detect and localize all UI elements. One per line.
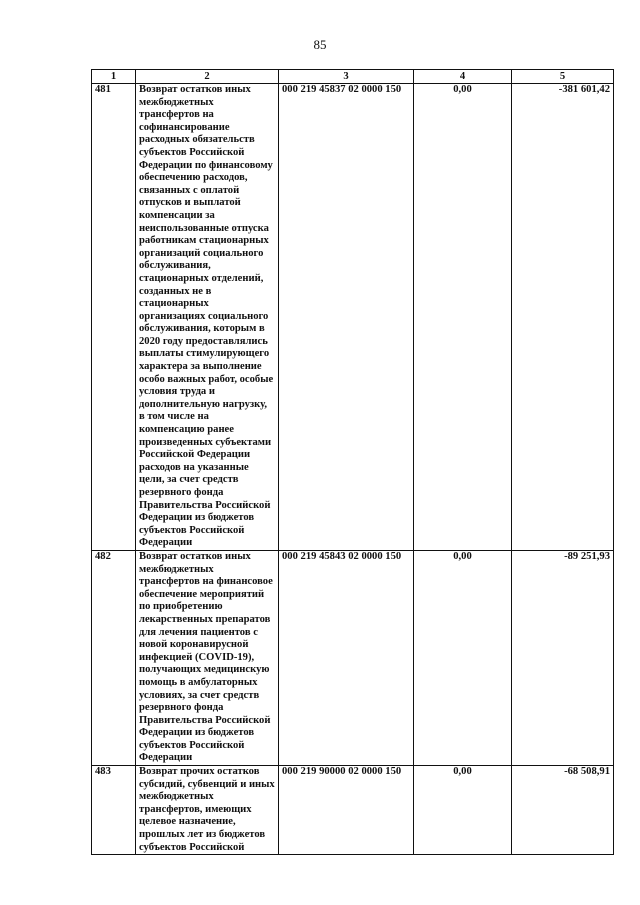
row-name: Возврат остатков иных межбюджетных трансфертов на софинансирование расходных обязательств субъектов Российской Федерации по финансовому обеспечению расходов, связанных с оплатой отпусков и выплатой компенсации за неиспользованные отпуска работникам стационарных организаций социального обслуживания, стационарных отделений, созданных не в стационарных организациях социального обслуживания, которым в 2020 году предоставлялись выплаты стимулирующего характера за выполнение особо важных работ, особые условия труда и дополнительную нагрузку, в том числе на компенсацию ранее произведенных субъектами Российской Федерации расходов на указанные цели, за счет средств резервного фонда Правительства Российской Федерации из бюджетов субъектов Российской Федерации (136, 84, 279, 551)
column-header-1: 1 (92, 70, 136, 84)
column-header-3: 3 (279, 70, 414, 84)
row-plan-value: 0,00 (414, 766, 512, 855)
table-row (92, 84, 614, 551)
table-row (92, 766, 614, 855)
table-row (92, 550, 614, 765)
row-fact-value: -381 601,42 (512, 84, 614, 551)
column-header-5: 5 (512, 70, 614, 84)
row-plan-value: 0,00 (414, 84, 512, 551)
row-code: 000 219 45837 02 0000 150 (279, 84, 414, 551)
row-code: 000 219 45843 02 0000 150 (279, 550, 414, 765)
column-header-4: 4 (414, 70, 512, 84)
column-header-2: 2 (136, 70, 279, 84)
budget-table (91, 69, 614, 855)
row-number: 481 (92, 84, 136, 551)
row-plan-value: 0,00 (414, 550, 512, 765)
row-fact-value: -89 251,93 (512, 550, 614, 765)
row-code: 000 219 90000 02 0000 150 (279, 766, 414, 855)
row-name: Возврат прочих остатков субсидий, субвенций и иных межбюджетных трансфертов, имеющих целевое назначение, прошлых лет из бюджетов субъектов Российской (136, 766, 279, 855)
page-number: 85 (313, 37, 327, 52)
row-number: 482 (92, 550, 136, 765)
row-number: 483 (92, 766, 136, 855)
row-fact-value: -68 508,91 (512, 766, 614, 855)
row-name: Возврат остатков иных межбюджетных трансфертов на финансовое обеспечение мероприятий по приобретению лекарственных препаратов для лечения пациентов с новой коронавирусной инфекцией (COVID-19), получающих медицинскую помощь в амбулаторных условиях, за счет средств резервного фонда Правительства Российской Федерации из бюджетов субъектов Российской Федерации (136, 550, 279, 765)
table-header-row (92, 70, 614, 84)
